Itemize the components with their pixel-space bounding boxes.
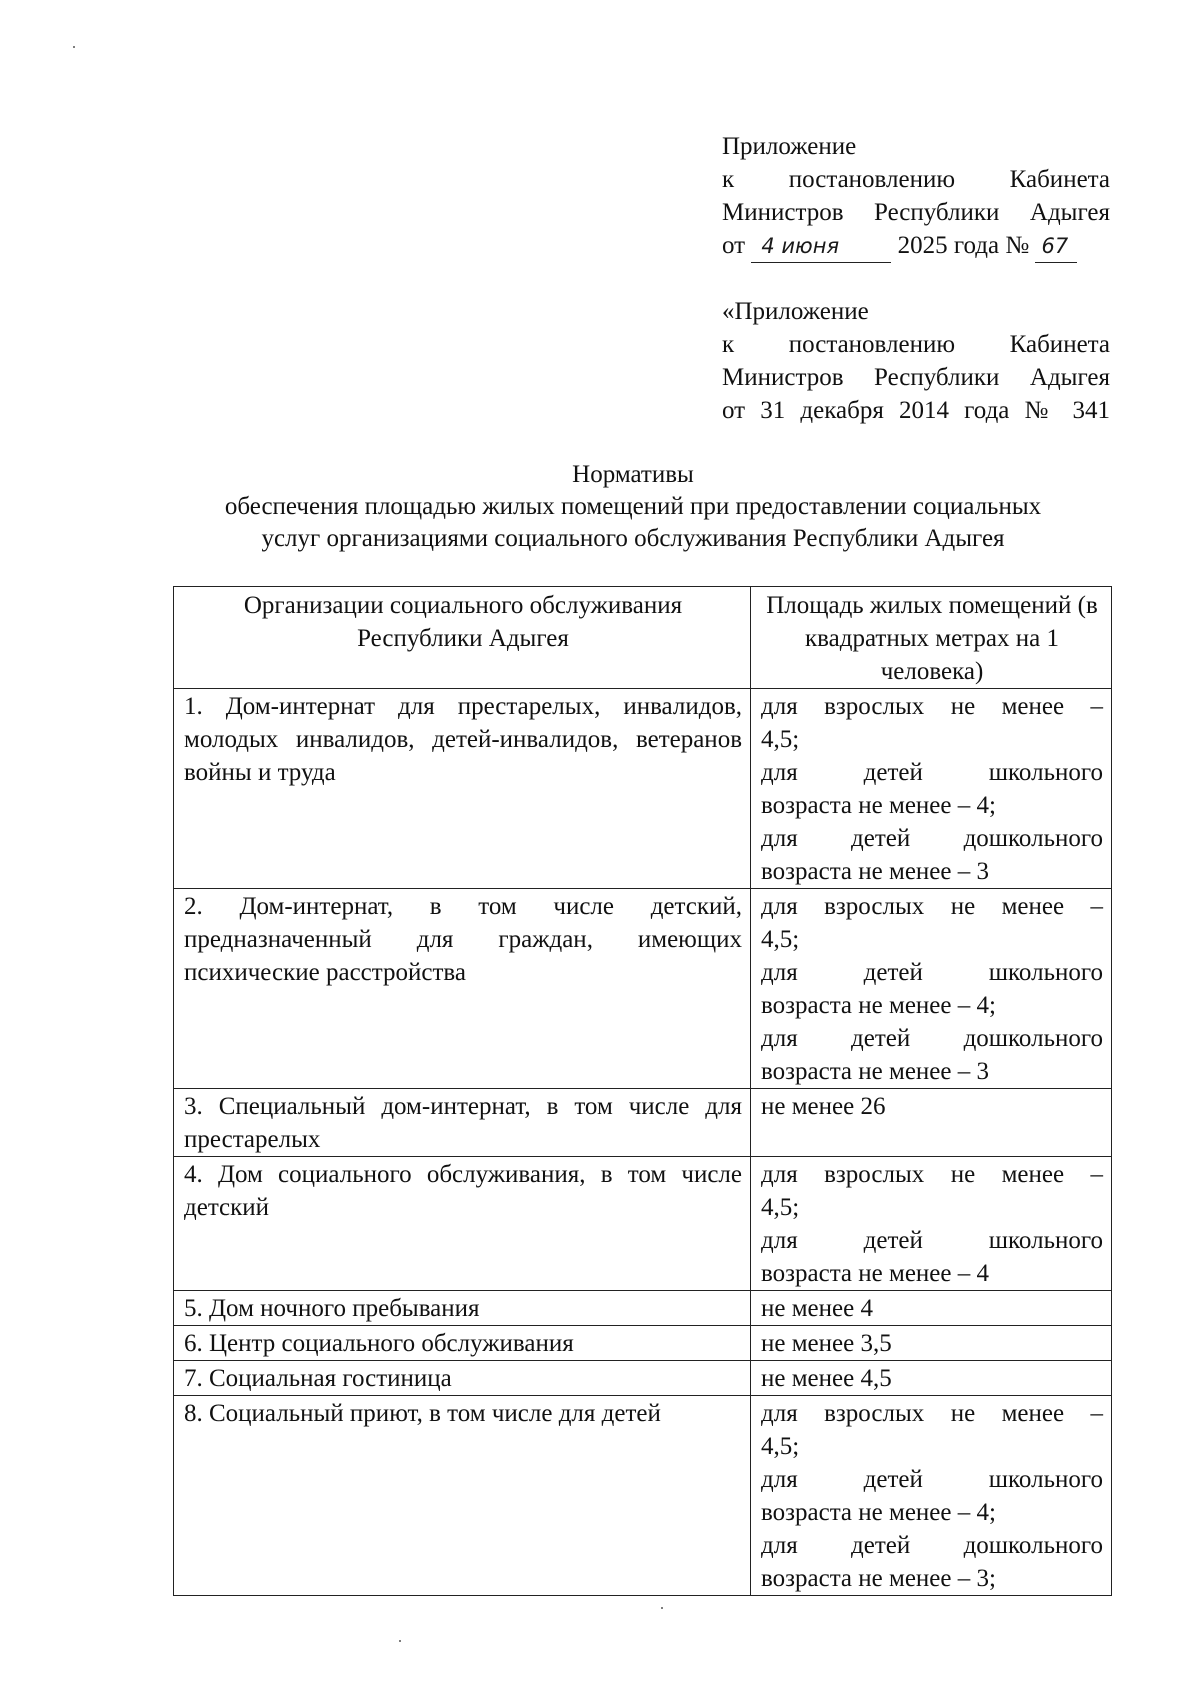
org-cell: 1. Дом-интернат для престарелых, инвалидов, молодых инвалидов, детей-инвалидов, ветеранов войны и труда (174, 689, 751, 889)
norm-cell (751, 689, 1112, 889)
title-subheading-1: обеспечения площадью жилых помещений при предоставлении социальных (224, 493, 1042, 520)
number-fill-blank (1035, 229, 1077, 263)
appendix-original-cabinet-line: Министров Республики Адыгея (722, 364, 1110, 391)
norm-line: для детей дошкольного (761, 1025, 1103, 1052)
table-row (174, 1291, 1112, 1326)
org-cell: 8. Социальный приют, в том числе для детей (174, 1396, 751, 1596)
org-cell: 4. Дом социального обслуживания, в том числе детский (174, 1157, 751, 1291)
norm-line: для детей дошкольного (761, 1532, 1103, 1559)
norm-cell (751, 1396, 1112, 1596)
scan-speck (399, 1640, 401, 1642)
norm-line: 4,5; (761, 726, 800, 753)
norm-line: возраста не менее – 3 (761, 858, 989, 885)
norm-cell (751, 889, 1112, 1089)
norm-cell (751, 1089, 1112, 1157)
date-suffix: 2025 года № (897, 232, 1030, 259)
norm-line: не менее 3,5 (761, 1330, 892, 1357)
appendix-cabinet-line: Министров Республики Адыгея (722, 199, 1110, 226)
norm-line: возраста не менее – 3 (761, 1058, 989, 1085)
norm-cell (751, 1291, 1112, 1326)
table-row (174, 1089, 1112, 1157)
norm-line: 4,5; (761, 926, 800, 953)
date-fill-blank (751, 229, 891, 263)
norm-cell (751, 1326, 1112, 1361)
appendix-title: Приложение (722, 133, 857, 160)
norm-line: для детей школьного (761, 1227, 1103, 1254)
table-row (174, 689, 1112, 889)
norm-line: для взрослых не менее – (761, 1161, 1103, 1188)
norm-line: для взрослых не менее – (761, 1400, 1103, 1427)
appendix-original-title: «Приложение (722, 298, 869, 325)
norm-line: для детей школьного (761, 759, 1103, 786)
appendix-current (722, 130, 1110, 262)
norm-line: возраста не менее – 4; (761, 792, 996, 819)
norm-line: не менее 26 (761, 1093, 886, 1120)
date-prefix: от (722, 232, 746, 259)
appendix-original (722, 295, 1110, 427)
table-row (174, 1326, 1112, 1361)
appendix-original-decree-line: к постановлению Кабинета (722, 331, 1110, 358)
table-row (174, 1157, 1112, 1291)
table-row (174, 1361, 1112, 1396)
handwritten-number: 67 (1041, 234, 1069, 258)
handwritten-date: 4 июня (761, 234, 840, 258)
table-row (174, 889, 1112, 1089)
norm-line: не менее 4 (761, 1295, 873, 1322)
title-heading: Нормативы (572, 461, 694, 488)
table-row (174, 1396, 1112, 1596)
norm-line: возраста не менее – 4 (761, 1260, 989, 1287)
header-organizations: Организации социального обслуживания Республики Адыгея (174, 587, 751, 689)
norm-line: 4,5; (761, 1194, 800, 1221)
appendix-date-line (722, 229, 1110, 262)
scan-speck (73, 46, 75, 48)
norm-line: возраста не менее – 4; (761, 992, 996, 1019)
org-cell: 7. Социальная гостиница (174, 1361, 751, 1396)
norm-line: возраста не менее – 4; (761, 1499, 996, 1526)
norm-line: для детей дошкольного (761, 825, 1103, 852)
table-header-row (174, 587, 1112, 689)
norm-line: для взрослых не менее – (761, 893, 1103, 920)
header-area: Площадь жилых помещений (в квадратных метрах на 1 человека) (751, 587, 1112, 689)
norm-line: для детей школьного (761, 959, 1103, 986)
norm-line: не менее 4,5 (761, 1365, 892, 1392)
norm-line: для детей школьного (761, 1466, 1103, 1493)
appendix-decree-line: к постановлению Кабинета (722, 166, 1110, 193)
norm-line: 4,5; (761, 1433, 800, 1460)
norm-line: возраста не менее – 3; (761, 1565, 996, 1592)
title-subheading-2: услуг организациями социального обслуживания Республики Адыгея (261, 525, 1005, 552)
appendix-original-date-line: от 31 декабря 2014 года № 341 (722, 397, 1110, 424)
norms-table (173, 586, 1112, 1596)
scan-speck (661, 1607, 663, 1609)
org-cell: 5. Дом ночного пребывания (174, 1291, 751, 1326)
org-cell: 6. Центр социального обслуживания (174, 1326, 751, 1361)
norm-cell (751, 1157, 1112, 1291)
norm-cell (751, 1361, 1112, 1396)
org-cell: 2. Дом-интернат, в том числе детский, предназначенный для граждан, имеющих психические расстройства (174, 889, 751, 1089)
norm-line: для взрослых не менее – (761, 693, 1103, 720)
org-cell: 3. Специальный дом-интернат, в том числе для престарелых (174, 1089, 751, 1157)
document-title (160, 458, 1106, 554)
